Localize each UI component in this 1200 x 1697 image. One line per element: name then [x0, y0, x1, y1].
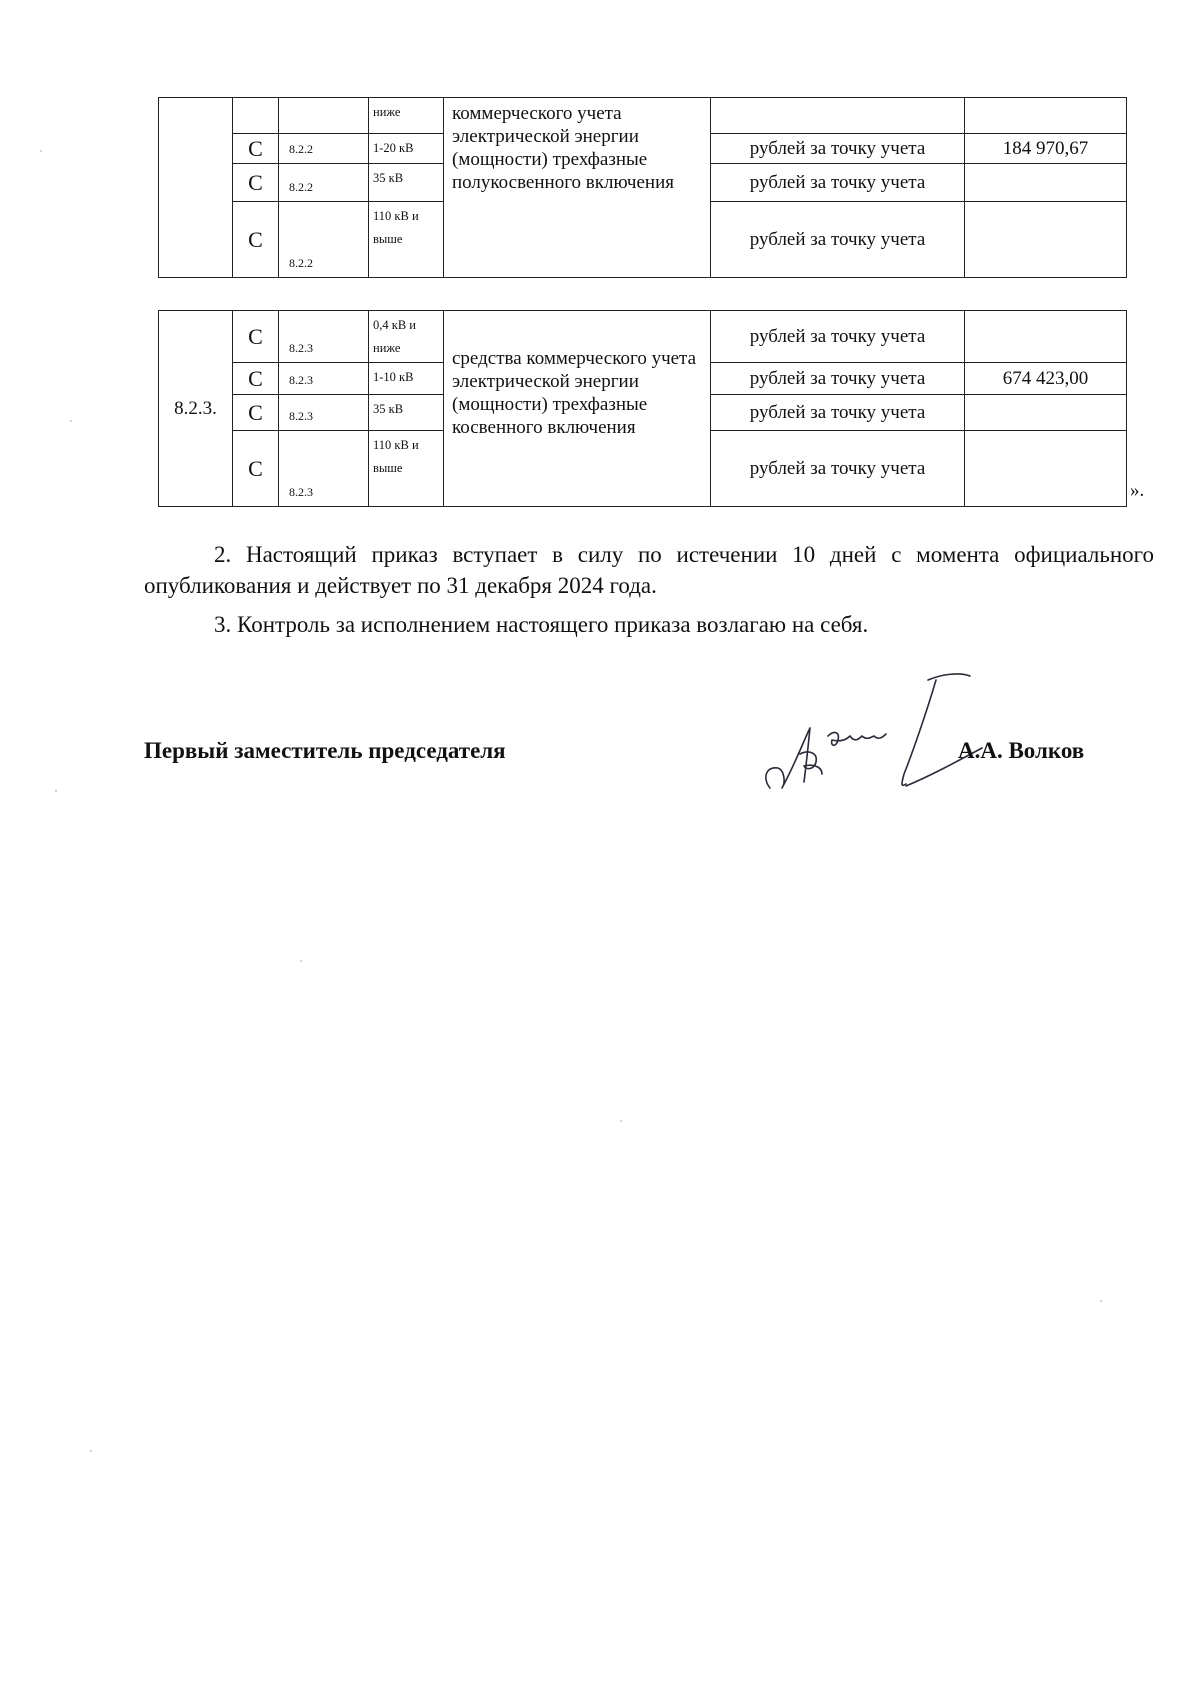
code-cell: 8.2.3	[279, 431, 369, 507]
value-cell	[965, 98, 1127, 134]
code-cell: 8.2.2	[279, 202, 369, 278]
paragraph-2	[144, 539, 1154, 601]
paragraph-3-text: 3. Контроль за исполнением настоящего приказа возлагаю на себя.	[214, 612, 869, 637]
scan-speck	[70, 420, 72, 422]
voltage-cell: 1-20 кВ	[369, 134, 444, 164]
unit-cell: рублей за точку учета	[711, 164, 965, 202]
voltage-cell: ниже	[369, 98, 444, 134]
unit-cell: рублей за точку учета	[711, 202, 965, 278]
scan-speck	[620, 1120, 622, 1122]
closing-quote: ».	[1130, 480, 1145, 501]
paragraph-2-text: 2. Настоящий приказ вступает в силу по истечении 10 дней с момента официального опубликования и действует по 31 декабря 2024 года.	[144, 542, 1154, 598]
scan-speck	[300, 960, 302, 962]
value-cell: 184 970,67	[965, 134, 1127, 164]
unit-cell: рублей за точку учета	[711, 311, 965, 363]
voltage-cell: 110 кВ и выше	[369, 202, 444, 278]
code-cell: 8.2.2	[279, 164, 369, 202]
category-cell: С	[233, 363, 279, 395]
unit-cell: рублей за точку учета	[711, 431, 965, 507]
scan-speck	[55, 790, 57, 792]
table-row	[159, 311, 1127, 363]
voltage-cell: 1-10 кВ	[369, 363, 444, 395]
value-cell: 674 423,00	[965, 363, 1127, 395]
code-cell	[279, 98, 369, 134]
value-cell	[965, 202, 1127, 278]
voltage-cell: 35 кВ	[369, 164, 444, 202]
tariff-table-8-2-3	[158, 310, 1127, 507]
description-cell: коммерческого учета электрической энергии (мощности) трехфазные полукосвенного включения	[444, 98, 711, 278]
voltage-cell: 110 кВ и выше	[369, 431, 444, 507]
value-cell	[965, 431, 1127, 507]
table-row	[159, 98, 1127, 134]
signatory-name: А.А. Волков	[958, 738, 1085, 763]
signatory-title: Первый заместитель председателя	[144, 738, 506, 763]
code-cell: 8.2.3	[279, 311, 369, 363]
category-cell	[233, 98, 279, 134]
paragraph-3	[144, 609, 1154, 640]
row-number-cell	[159, 98, 233, 278]
code-cell: 8.2.2	[279, 134, 369, 164]
category-cell: С	[233, 202, 279, 278]
unit-cell: рублей за точку учета	[711, 363, 965, 395]
unit-cell	[711, 98, 965, 134]
category-cell: С	[233, 311, 279, 363]
scan-speck	[1100, 1300, 1102, 1302]
description-cell: средства коммерческого учета электрической энергии (мощности) трехфазные косвенного включения	[444, 311, 711, 507]
unit-cell: рублей за точку учета	[711, 134, 965, 164]
value-cell	[965, 395, 1127, 431]
category-cell: С	[233, 431, 279, 507]
code-cell: 8.2.3	[279, 395, 369, 431]
voltage-cell: 35 кВ	[369, 395, 444, 431]
voltage-cell: 0,4 кВ и ниже	[369, 311, 444, 363]
scan-speck	[40, 150, 42, 152]
unit-cell: рублей за точку учета	[711, 395, 965, 431]
category-cell: С	[233, 395, 279, 431]
row-number-cell: 8.2.3.	[159, 311, 233, 507]
scan-speck	[90, 1450, 92, 1452]
value-cell	[965, 311, 1127, 363]
value-cell	[965, 164, 1127, 202]
code-cell: 8.2.3	[279, 363, 369, 395]
category-cell: С	[233, 164, 279, 202]
tariff-table-8-2-2	[158, 97, 1127, 278]
category-cell: С	[233, 134, 279, 164]
